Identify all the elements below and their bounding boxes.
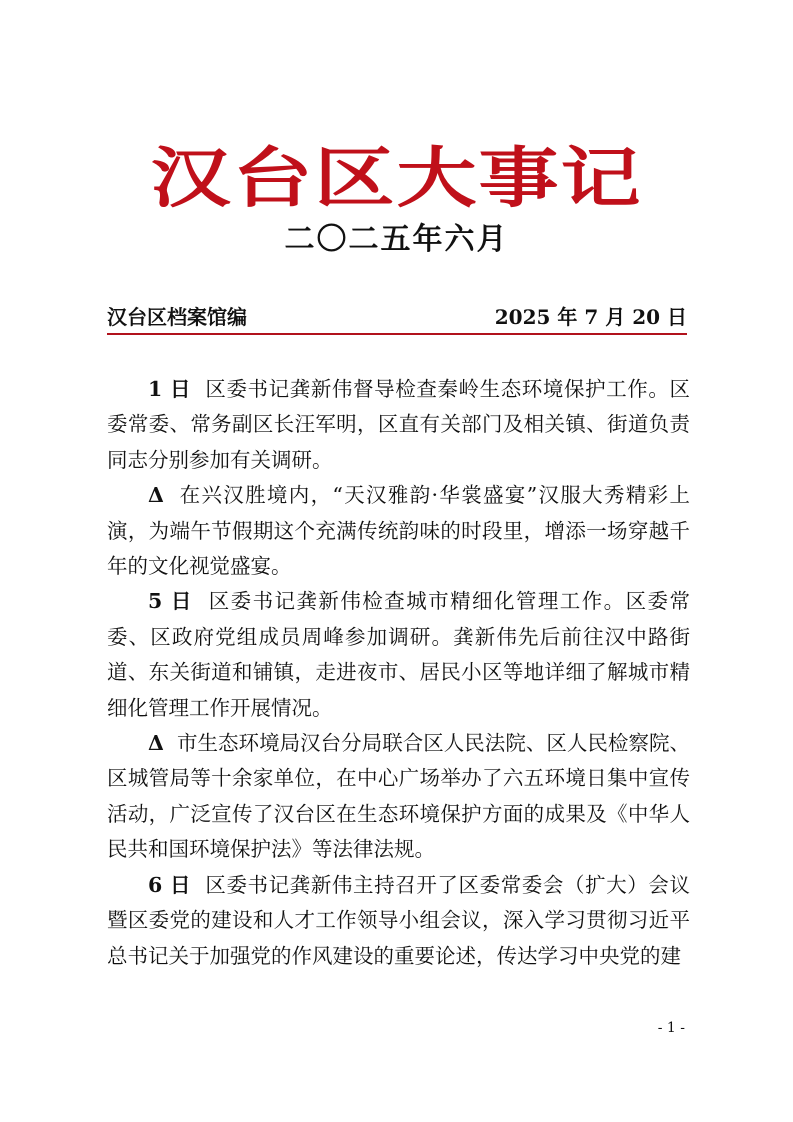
document-subtitle: 二〇二五年六月 [284, 222, 509, 257]
issue-date: 2025 年 7 月 20 日 [494, 305, 687, 329]
entry-marker: Δ [148, 483, 164, 508]
document-body [107, 372, 690, 974]
document-header-row [107, 303, 687, 331]
entry-marker: Δ [148, 731, 164, 756]
entry-text: 区委书记龚新伟主持召开了区委常委会（扩大）会议暨区委党的建设和人才工作领导小组会议，深入学习贯彻习近平总书记关于加强党的作风建设的重要论述，传达学习中央党的建 [107, 872, 690, 968]
entry-day: 1 日 [148, 377, 192, 401]
editor-label: 汉台区档案馆编 [107, 305, 247, 329]
entry-text: 区委书记龚新伟督导检查秦岭生态环境保护工作。区委常委、常务副区长汪军明，区直有关部门及相关镇、街道负责同志分别参加有关调研。 [107, 377, 690, 472]
page-number: - 1 - [657, 1020, 685, 1036]
header-divider [107, 333, 687, 335]
entry-paragraph [107, 726, 690, 868]
entry-day: 5 日 [148, 589, 193, 614]
entry-paragraph [107, 372, 690, 478]
entry-paragraph [107, 584, 690, 726]
entry-day: 6 日 [148, 872, 192, 897]
document-title: 汉台区大事记 [150, 138, 643, 216]
entry-paragraph [107, 478, 690, 584]
entry-text: 市生态环境局汉台分局联合区人民法院、区人民检察院、区城管局等十余家单位，在中心广场举办了六五环境日集中宣传活动，广泛宣传了汉台区在生态环境保护方面的成果及《中华人民共和国环境保护法》等法律法规。 [107, 731, 690, 862]
entry-text: 区委书记龚新伟检查城市精细化管理工作。区委常委、区政府党组成员周峰参加调研。龚新伟先后前往汉中路街道、东关街道和铺镇，走进夜市、居民小区等地详细了解城市精细化管理工作开展情况。 [107, 589, 690, 720]
entry-text: 在兴汉胜境内，“天汉雅韵·华裳盛宴”汉服大秀精彩上演，为端午节假期这个充满传统韵味的时段里，增添一场穿越千年的文化视觉盛宴。 [107, 483, 690, 579]
entry-paragraph [107, 868, 690, 974]
